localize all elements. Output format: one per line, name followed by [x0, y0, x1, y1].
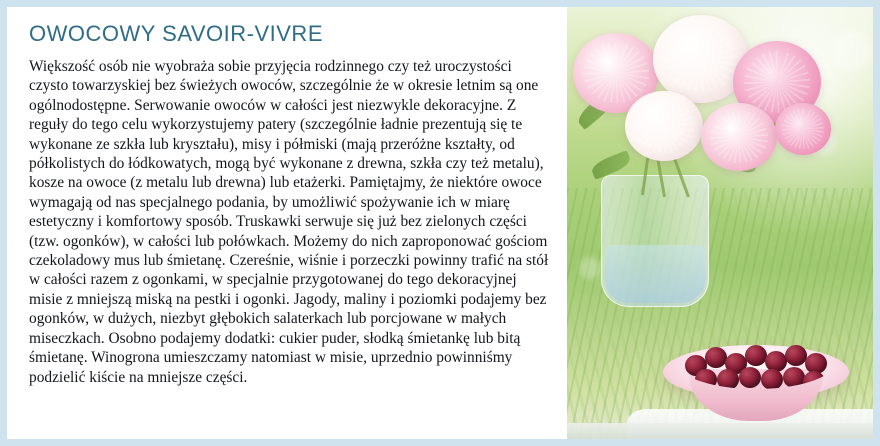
page-title: OWOCOWY SAVOIR-VIVRE: [29, 21, 323, 46]
article-inner: [7, 7, 873, 439]
photo-peonies-and-cherries: [567, 7, 873, 439]
cherry-pile: [679, 339, 833, 389]
white-peony: [625, 91, 703, 161]
glass-vase: [601, 175, 709, 307]
cherry: [745, 345, 767, 366]
cherry: [785, 345, 807, 366]
petal-texture: [710, 111, 768, 163]
cherry: [739, 367, 761, 388]
cherry: [705, 347, 727, 368]
article-image-column: [567, 7, 873, 439]
bokeh-light: [832, 31, 872, 71]
petal-texture: [665, 26, 738, 93]
pink-peony-bud: [775, 103, 831, 155]
table-edge: [567, 423, 873, 439]
petal-texture: [782, 109, 825, 149]
cherry: [761, 369, 783, 389]
vase-water: [605, 245, 705, 303]
cherry: [717, 369, 739, 389]
pink-peony: [701, 103, 777, 171]
bowl-of-cherries: [663, 325, 849, 421]
petal-texture: [634, 99, 693, 152]
cherry: [695, 369, 717, 389]
cherry: [803, 371, 825, 389]
petal-texture: [583, 43, 648, 104]
bokeh-light: [579, 257, 601, 279]
article-body-text: Większość osób nie wyobraża sobie przyjęcia rodzinnego czy też uroczystości czysto towarzyskiej bez świeżych owoców, szczególnie że w okresie letnim są one ogólnodostępne. Serwowanie owoców w całości jest niezwykle dekoracyjne. Z reguły do tego celu wykorzystujemy patery (szczególnie ładnie prezentują się te wykonane ze szkła lub kryształu), misy i półmiski (mają przeróżne kształty, od półkolistych do łódkowatych, mogą być wykonane z drewna, szkła czy też metalu), kosze na owoce (z metalu lub drewna) lub etażerki. Pamiętajmy, że niektóre owoce wymagają od nas specjalnego podania, by umożliwić spożywanie ich w miarę estetyczny i komfortowy sposób. Truskawki serwuje się już bez zielonych części (tzw. ogonków), w całości lub połówkach. Możemy do nich zaproponować gościom czekoladowy mus lub śmietanę. Czereśnie, wiśnie i porzeczki powinny trafić na stół w całości razem z ogonkami, w specjalnie przygotowanej do tego dekoracyjnej misie z mniejszą miską na pestki i ogonki. Jagody, maliny i poziomki podajemy bez ogonków, w dużych, niezbyt głębokich salaterkach lub porcjowane w małych miseczkach. Osobno podajemy dodatki: cukier puder, słodką śmietankę lub bitą śmietanę. Winogrona umieszczamy natomiast w misie, uprzednio powinniśmy podzielić kiście na mniejsze części.: [29, 58, 549, 386]
article-text-column: [7, 7, 567, 439]
cherry: [783, 367, 805, 388]
